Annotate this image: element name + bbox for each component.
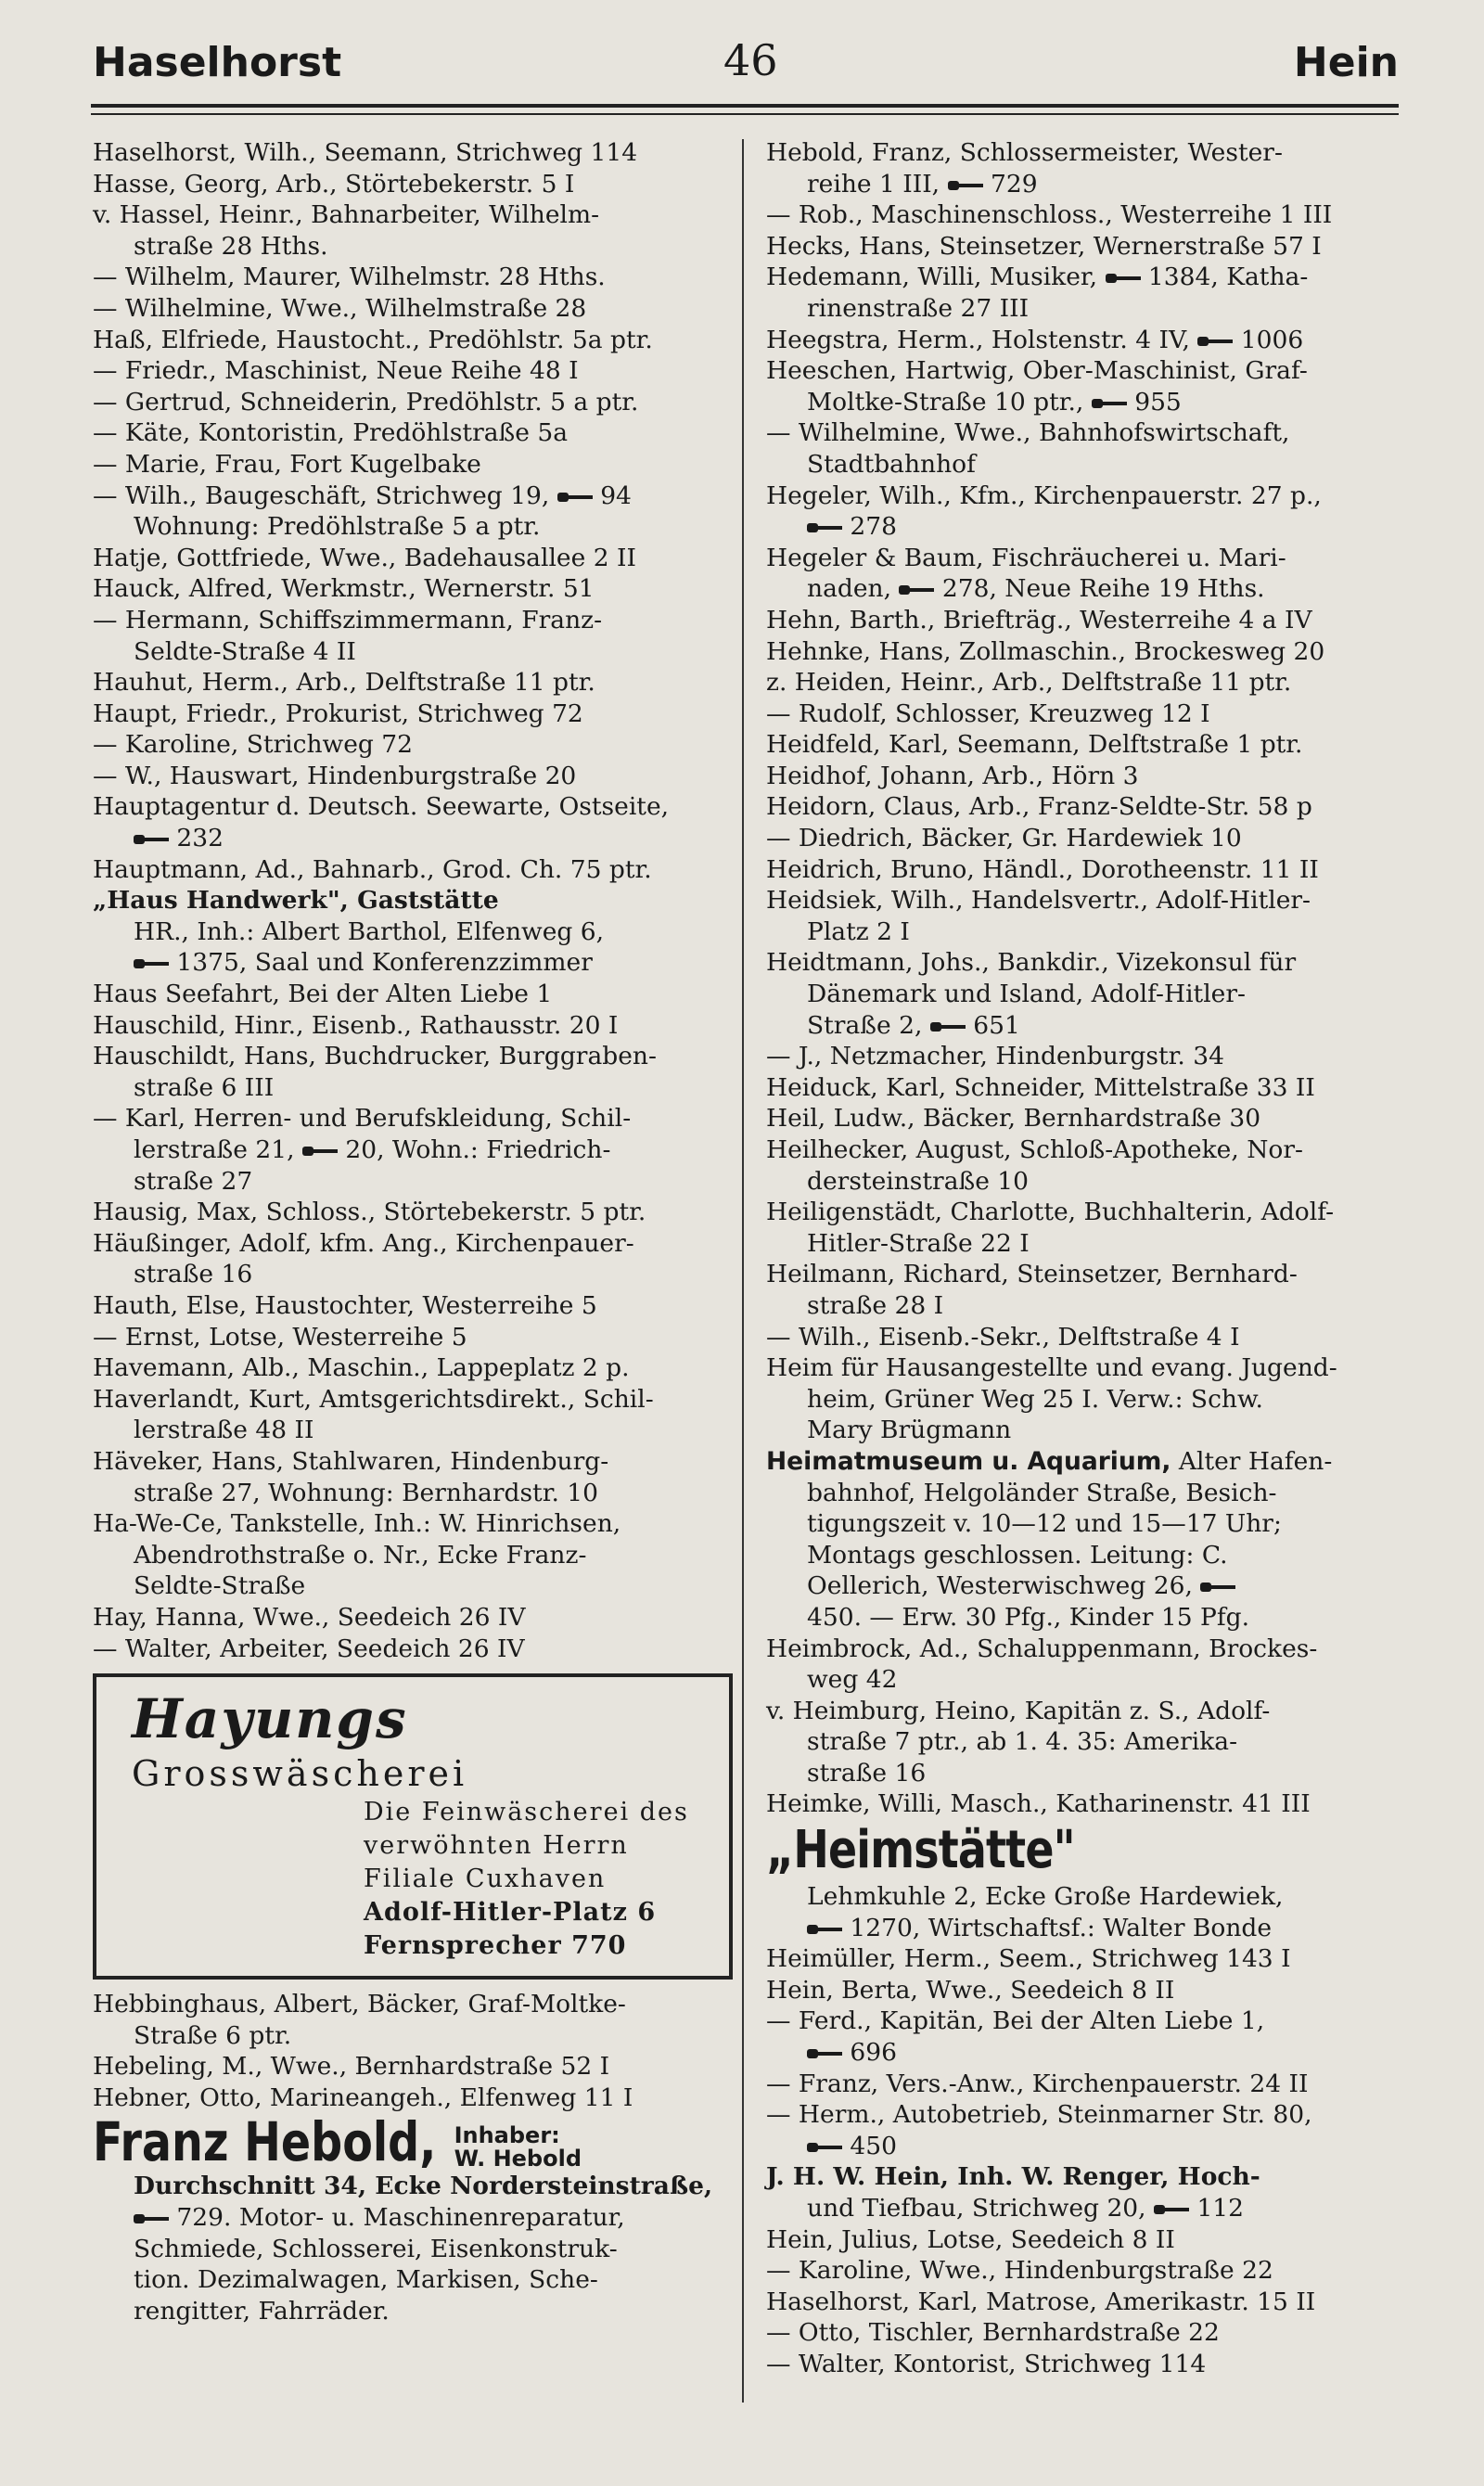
ad-phone: Fernsprecher 770 [364, 1931, 627, 1961]
entry-line: Hehnke, Hans, Zollmaschin., Brockesweg 20 [766, 636, 1325, 666]
telephone-icon [1092, 397, 1127, 410]
hebold-name: Franz Hebold, [93, 2110, 437, 2174]
directory-entry [766, 885, 1406, 947]
entry-continuation: naden, 278, Neue Reihe 19 Hths. [807, 574, 1265, 604]
hebold-owner [454, 2124, 582, 2171]
directory-entry [93, 1508, 733, 1602]
entry-continuation: straße 6 III [134, 1072, 275, 1102]
page-number: 46 [723, 35, 778, 85]
entry-line: Heidsiek, Wilh., Handelsvertr., Adolf-Hitler- [766, 886, 1311, 916]
directory-entry [93, 543, 733, 574]
entry-line: Havemann, Alb., Maschin., Lappeplatz 2 p. [93, 1353, 630, 1383]
hebold-line: Schmiede, Schlosserei, Eisenkonstruk- [134, 2234, 618, 2263]
directory-entry [93, 137, 733, 169]
entry-line: Hecks, Hans, Steinsetzer, Wernerstraße 57 I [766, 231, 1322, 261]
directory-entry [93, 1602, 733, 1634]
directory-entry [766, 1134, 1406, 1197]
entry-line: Haselhorst, Wilh., Seemann, Strichweg 114 [93, 138, 638, 167]
left-entries [93, 137, 733, 1664]
entry-line: Heilmann, Richard, Steinsetzer, Bernhard- [766, 1260, 1298, 1289]
directory-entry [93, 667, 733, 698]
entry-continuation: straße 28 Hths. [134, 231, 328, 261]
hebold-advertisement [93, 2110, 733, 2326]
entry-continuation: straße 7 ptr., ab 1. 4. 35: Amerika- [807, 1727, 1238, 1757]
directory-entry [766, 1943, 1406, 1975]
directory-entry [93, 449, 733, 481]
entry-continuation: straße 16 [807, 1758, 927, 1788]
telephone-icon [1197, 335, 1233, 348]
entry-line: Hauptmann, Ad., Bahnarb., Grod. Ch. 75 ptr. [93, 854, 652, 884]
entry-line: — Wilhelmine, Wwe., Wilhelmstraße 28 [93, 293, 587, 323]
directory-entry [93, 1197, 733, 1228]
telephone-icon [302, 1145, 338, 1158]
directory-entry [766, 667, 1406, 698]
entry-line: Hein, Julius, Lotse, Seedeich 8 II [766, 2224, 1175, 2254]
entry-line: Heilhecker, August, Schloß-Apotheke, Nor- [766, 1135, 1303, 1164]
entry-line: Hedemann, Willi, Musiker, 1384, Katha- [766, 263, 1309, 292]
directory-entry [766, 1322, 1406, 1353]
entry-line: Haverlandt, Kurt, Amtsgerichtsdirekt., Schil- [93, 1384, 654, 1414]
telephone-icon [807, 1923, 842, 1936]
entry-line: Hauptagentur d. Deutsch. Seewarte, Ostseite, [93, 792, 670, 822]
directory-entry [766, 417, 1406, 480]
directory-entry [93, 979, 733, 1010]
directory-entry [93, 2051, 733, 2082]
hebold-line: Durchschnitt 34, Ecke Nordersteinstraße, [134, 2172, 713, 2201]
entry-continuation: bahnhof, Helgoländer Straße, Besich- [807, 1478, 1277, 1507]
entry-continuation: Stadtbahnhof [807, 449, 976, 479]
telephone-icon [807, 2141, 842, 2154]
entry-line: — Wilhelmine, Wwe., Bahnhofswirtschaft, [766, 418, 1290, 448]
entry-continuation: Moltke-Straße 10 ptr., 955 [807, 387, 1182, 416]
entry-line: Heidhof, Johann, Arb., Hörn 3 [766, 761, 1139, 790]
telephone-icon [807, 521, 842, 534]
telephone-icon [1106, 272, 1141, 285]
directory-entry [93, 1322, 733, 1353]
directory-entry [766, 729, 1406, 761]
directory-entry [93, 698, 733, 730]
telephone-icon [557, 491, 593, 504]
entry-line: Heegstra, Herm., Holstenstr. 4 IV, 1006 [766, 325, 1304, 354]
entry-line: Ha-We-Ce, Tankstelle, Inh.: W. Hinrichsen, [93, 1509, 621, 1539]
directory-entry [93, 729, 733, 761]
entry-line: — Käte, Kontoristin, Predöhlstraße 5a [93, 418, 569, 448]
entry-continuation: Seldte-Straße 4 II [134, 636, 356, 666]
heimstaette-line: 1270, Wirtschaftsf.: Walter Bonde [766, 1913, 1406, 1944]
entry-continuation: Oellerich, Westerwischweg 26, [766, 1570, 1406, 1602]
entry-line: Heidtmann, Johs., Bankdir., Vizekonsul für [766, 948, 1297, 978]
entry-line: Heidfeld, Karl, Seemann, Delftstraße 1 ptr. [766, 730, 1303, 760]
entry-line: — Herm., Autobetrieb, Steinmarner Str. 80, [766, 2100, 1312, 2130]
entry-line: Hegeler & Baum, Fischräucherei u. Mari- [766, 543, 1286, 572]
directory-entry [93, 573, 733, 605]
heimstaette-name: „Heimstätte" [766, 1820, 1075, 1881]
entry-line: — Karoline, Wwe., Hindenburgstraße 22 [766, 2256, 1273, 2286]
entry-line: — Ernst, Lotse, Westerreihe 5 [93, 1322, 467, 1352]
telephone-icon [948, 179, 983, 192]
entry-line: Heidorn, Claus, Arb., Franz-Seldte-Str. 58 p [766, 792, 1312, 822]
entry-line: Hatje, Gottfriede, Wwe., Badehausallee 2 II [93, 543, 636, 572]
directory-entry [766, 2255, 1406, 2287]
directory-entry [766, 636, 1406, 668]
directory-entry [93, 1384, 733, 1446]
directory-entry [93, 885, 733, 979]
directory-entry [766, 137, 1406, 199]
telephone-icon [1154, 2203, 1189, 2216]
entry-line: — Walter, Arbeiter, Seedeich 26 IV [93, 1634, 525, 1663]
entry-line: Heimatmuseum u. Aquarium, Alter Hafen- [766, 1446, 1333, 1476]
directory-entry [93, 325, 733, 356]
directory-entry [766, 1634, 1406, 1696]
entry-line: — Franz, Vers.-Anw., Kirchenpauerstr. 24 II [766, 2069, 1309, 2098]
entry-continuation: straße 28 I [807, 1290, 944, 1320]
entry-line: Häveker, Hans, Stahlwaren, Hindenburg- [93, 1446, 609, 1476]
entry-line: Hauck, Alfred, Werkmstr., Wernerstr. 51 [93, 574, 595, 604]
directory-entry [766, 2317, 1406, 2349]
entry-line: v. Hassel, Heinr., Bahnarbeiter, Wilhelm- [93, 200, 600, 230]
directory-entry [766, 1259, 1406, 1321]
telephone-icon [930, 1020, 966, 1033]
entry-line: Heidrich, Bruno, Händl., Dorotheenstr. 11 II [766, 854, 1319, 884]
heimstaette-advertisement [766, 1820, 1406, 1943]
directory-entry [766, 1352, 1406, 1446]
entry-continuation: rinenstraße 27 III [807, 293, 1030, 323]
entry-continuation: Straße 2, 651 [807, 1010, 1020, 1040]
directory-entry [766, 481, 1406, 543]
entry-line: Hauschild, Hinr., Eisenb., Rathausstr. 20 I [93, 1010, 619, 1040]
entry-continuation: Montags geschlossen. Leitung: C. [807, 1540, 1228, 1570]
entry-continuation: Straße 6 ptr. [134, 2020, 292, 2050]
entry-line: J. H. W. Hein, Inh. W. Renger, Hoch- [766, 2162, 1260, 2192]
entry-continuation: lerstraße 21, 20, Wohn.: Friedrich- [134, 1135, 611, 1164]
entry-lead-bold: Heimatmuseum u. Aquarium, [766, 1446, 1171, 1476]
entry-continuation: weg 42 [807, 1665, 898, 1695]
directory-entry [766, 947, 1406, 1041]
header-left-keyword: Haselhorst [93, 39, 342, 86]
entry-line: Hebold, Franz, Schlossermeister, Wester- [766, 138, 1283, 167]
entry-line: — Wilhelm, Maurer, Wilhelmstr. 28 Hths. [93, 263, 606, 292]
directory-entry [93, 417, 733, 449]
entry-line: Häußinger, Adolf, kfm. Ang., Kirchenpauer- [93, 1228, 634, 1258]
directory-entry [93, 1228, 733, 1290]
directory-entry [766, 325, 1406, 356]
right-column [766, 137, 1406, 2380]
entry-line: Hasse, Georg, Arb., Störtebekerstr. 5 I [93, 169, 575, 199]
hebold-line: tion. Dezimalwagen, Markisen, Sche- [134, 2265, 598, 2295]
entry-line: — Friedr., Maschinist, Neue Reihe 48 I [93, 356, 579, 386]
hayungs-advertisement [93, 1673, 733, 1980]
directory-entry [93, 1290, 733, 1322]
entry-continuation: straße 16 [134, 1260, 253, 1289]
entry-line: Hebbinghaus, Albert, Bäcker, Graf-Moltke- [93, 1990, 626, 2019]
telephone-icon [807, 2047, 842, 2060]
directory-entry [766, 1103, 1406, 1134]
directory-entry [766, 1446, 1406, 1634]
directory-entry [766, 823, 1406, 854]
directory-entry [766, 1696, 1406, 1789]
ad-brand: Hayungs [132, 1687, 408, 1751]
entry-line: — Karoline, Strichweg 72 [93, 730, 414, 760]
entry-line: z. Heiden, Heinr., Arb., Delftstraße 11 ptr. [766, 668, 1292, 698]
entry-continuation: tigungszeit v. 10—12 und 15—17 Uhr; [807, 1509, 1282, 1539]
directory-entry [93, 1103, 733, 1197]
entry-continuation: Abendrothstraße o. Nr., Ecke Franz- [134, 1540, 587, 1570]
directory-entry [766, 262, 1406, 324]
entry-line: — Ferd., Kapitän, Bei der Alten Liebe 1, [766, 2006, 1265, 2036]
directory-entry [93, 1989, 733, 2051]
entry-continuation: 450. — Erw. 30 Pfg., Kinder 15 Pfg. [807, 1602, 1250, 1632]
directory-entry [766, 2224, 1406, 2256]
hebold-owner-label: Inhaber: [454, 2122, 560, 2149]
directory-entry [766, 854, 1406, 886]
entry-line: Hegeler, Wilh., Kfm., Kirchenpauerstr. 27 p., [766, 481, 1322, 510]
directory-entry [93, 293, 733, 325]
hebold-line: rengitter, Fahrräder. [134, 2296, 390, 2326]
entry-continuation: heim, Grüner Weg 25 I. Verw.: Schw. [807, 1384, 1263, 1414]
entry-line: Hausig, Max, Schloss., Störtebekerstr. 5 ptr. [93, 1198, 646, 1227]
entry-line: Haupt, Friedr., Prokurist, Strichweg 72 [93, 698, 583, 728]
directory-entry [766, 2099, 1406, 2161]
entry-continuation: 696 [766, 2037, 1406, 2069]
entry-line: Heimke, Willi, Masch., Katharinenstr. 41 III [766, 1789, 1311, 1819]
entry-continuation: Platz 2 I [807, 916, 910, 946]
entry-line: Hein, Berta, Wwe., Seedeich 8 II [766, 1975, 1175, 2005]
directory-entry [766, 791, 1406, 823]
telephone-icon [134, 2212, 169, 2225]
entry-line: Hay, Hanna, Wwe., Seedeich 26 IV [93, 1602, 526, 1632]
directory-entry [93, 199, 733, 262]
directory-entry [93, 854, 733, 886]
hebold-details [93, 2171, 733, 2326]
left-column [93, 137, 733, 2326]
header-rule-thick [91, 104, 1399, 108]
entry-line: Hauschildt, Hans, Buchdrucker, Burggraben- [93, 1042, 657, 1071]
directory-entry [766, 2069, 1406, 2100]
entry-line: — W., Hauswart, Hindenburgstraße 20 [93, 761, 577, 790]
entry-continuation: straße 27, Wohnung: Bernhardstr. 10 [134, 1478, 599, 1507]
column-divider [742, 139, 744, 2403]
entry-line: „Haus Handwerk", Gaststätte [93, 886, 499, 916]
directory-entry [93, 1010, 733, 1042]
directory-entry [93, 791, 733, 853]
entry-continuation: und Tiefbau, Strichweg 20, 112 [807, 2194, 1245, 2223]
hebold-line: 729. Motor- u. Maschinenreparatur, [134, 2202, 733, 2234]
directory-entry [93, 169, 733, 200]
directory-entry [766, 1788, 1406, 1820]
entry-continuation: Hitler-Straße 22 I [807, 1228, 1030, 1258]
entry-line: v. Heimburg, Heino, Kapitän z. S., Adolf- [766, 1696, 1271, 1725]
entry-line: Hebeling, M., Wwe., Bernhardstraße 52 I [93, 2052, 610, 2082]
ad-subtitle: Grosswäscherei [132, 1753, 468, 1795]
entry-line: Heim für Hausangestellte und evang. Jugend- [766, 1353, 1337, 1383]
entry-continuation: reihe 1 III, 729 [807, 169, 1038, 199]
entry-continuation: 278 [766, 511, 1406, 543]
directory-entry [766, 605, 1406, 636]
directory-entry [93, 1041, 733, 1103]
directory-entry [766, 1197, 1406, 1259]
directory-entry [766, 2161, 1406, 2223]
header-rule-thin [91, 113, 1399, 115]
page-header [0, 35, 1484, 100]
directory-entry [766, 1975, 1406, 2006]
entry-line: — J., Netzmacher, Hindenburgstr. 34 [766, 1042, 1224, 1071]
telephone-icon [1200, 1581, 1235, 1594]
heimstaette-line: Lehmkuhle 2, Ecke Große Hardewiek, [807, 1882, 1284, 1912]
entry-continuation: straße 27 [134, 1166, 253, 1196]
directory-entry [93, 1634, 733, 1665]
directory-entry [93, 605, 733, 667]
directory-entry [93, 761, 733, 792]
entry-line: Haus Seefahrt, Bei der Alten Liebe 1 [93, 980, 553, 1009]
directory-entry [766, 698, 1406, 730]
ad-line: Filiale Cuxhaven [364, 1864, 607, 1894]
right-entries-after [766, 1943, 1406, 2379]
entry-continuation: Wohnung: Predöhlstraße 5 a ptr. [134, 512, 541, 542]
entry-continuation: HR., Inh.: Albert Barthol, Elfenweg 6, [134, 916, 605, 946]
directory-entry [766, 231, 1406, 263]
hebold-heading [93, 2110, 733, 2174]
entry-line: Hehn, Barth., Briefträg., Westerreihe 4 a IV [766, 605, 1312, 634]
entry-line: — Hermann, Schiffszimmermann, Franz- [93, 605, 603, 634]
directory-entry [93, 1446, 733, 1508]
entry-line: Heil, Ludw., Bäcker, Bernhardstraße 30 [766, 1104, 1261, 1134]
directory-entry [766, 1072, 1406, 1104]
directory-entry [93, 1352, 733, 1384]
entry-line: Heiduck, Karl, Schneider, Mittelstraße 33 II [766, 1072, 1315, 1102]
entry-continuation: Mary Brügmann [807, 1416, 1012, 1445]
entry-line: — Rudolf, Schlosser, Kreuzweg 12 I [766, 698, 1210, 728]
entry-line: Hebner, Otto, Marineangeh., Elfenweg 11 I [93, 2082, 633, 2112]
entry-line: — Marie, Frau, Fort Kugelbake [93, 449, 481, 479]
entry-continuation: 450 [766, 2131, 1406, 2162]
directory-entry [93, 355, 733, 387]
hebold-owner-name: W. Hebold [454, 2146, 582, 2172]
entry-line: Heimbrock, Ad., Schaluppenmann, Brockes- [766, 1634, 1318, 1663]
entry-line: Haß, Elfriede, Haustocht., Predöhlstr. 5a ptr. [93, 325, 653, 354]
entry-line: Haselhorst, Karl, Matrose, Amerikastr. 15 II [766, 2287, 1316, 2316]
ad-line: verwöhnten Herrn [364, 1831, 629, 1861]
left-entries-after-ad [93, 1989, 733, 2113]
ad-address: Adolf-Hitler-Platz 6 [364, 1898, 657, 1928]
entry-line: Hauth, Else, Haustochter, Westerreihe 5 [93, 1290, 597, 1320]
entry-continuation: Seldte-Straße [134, 1571, 306, 1601]
entry-line: Hauhut, Herm., Arb., Delftstraße 11 ptr. [93, 668, 595, 698]
entry-line: — Gertrud, Schneiderin, Predöhlstr. 5 a ptr. [93, 387, 639, 416]
directory-entry [766, 543, 1406, 605]
entry-line: — Karl, Herren- und Berufskleidung, Schil- [93, 1104, 632, 1134]
entry-line: — Wilh., Eisenb.-Sekr., Delftstraße 4 I [766, 1322, 1240, 1352]
telephone-icon [134, 957, 169, 970]
entry-line: — Diedrich, Bäcker, Gr. Hardewiek 10 [766, 824, 1242, 853]
entry-continuation: dersteinstraße 10 [807, 1166, 1030, 1196]
entry-line: — Rob., Maschinenschloss., Westerreihe 1 III [766, 200, 1333, 230]
right-entries [766, 137, 1406, 1820]
directory-entry [93, 387, 733, 418]
entry-continuation: 232 [93, 823, 733, 854]
entry-line: Heimüller, Herm., Seem., Strichweg 143 I [766, 1944, 1291, 1974]
directory-entry [93, 481, 733, 543]
directory-entry [766, 2005, 1406, 2068]
header-right-keyword: Hein [1293, 39, 1399, 86]
telephone-icon [134, 833, 169, 846]
directory-entry [766, 2349, 1406, 2380]
entry-line: — Otto, Tischler, Bernhardstraße 22 [766, 2318, 1220, 2348]
entry-continuation: lerstraße 48 II [134, 1416, 314, 1445]
directory-entry [766, 1041, 1406, 1072]
entry-line: — Walter, Kontorist, Strichweg 114 [766, 2349, 1207, 2378]
directory-entry [766, 761, 1406, 792]
entry-continuation: Dänemark und Island, Adolf-Hitler- [807, 980, 1246, 1009]
directory-entry [766, 199, 1406, 231]
entry-continuation: 1375, Saal und Konferenzzimmer [93, 947, 733, 979]
entry-line: — Wilh., Baugeschäft, Strichweg 19, 94 [93, 481, 632, 510]
entry-line: Heeschen, Hartwig, Ober-Maschinist, Graf- [766, 356, 1308, 386]
directory-entry [93, 262, 733, 293]
ad-line: Die Feinwäscherei des [364, 1798, 689, 1827]
directory-entry [93, 2082, 733, 2114]
directory-entry [766, 2287, 1406, 2318]
entry-line: Heiligenstädt, Charlotte, Buchhalterin, Adolf- [766, 1198, 1335, 1227]
telephone-icon [899, 583, 934, 596]
directory-entry [766, 355, 1406, 417]
